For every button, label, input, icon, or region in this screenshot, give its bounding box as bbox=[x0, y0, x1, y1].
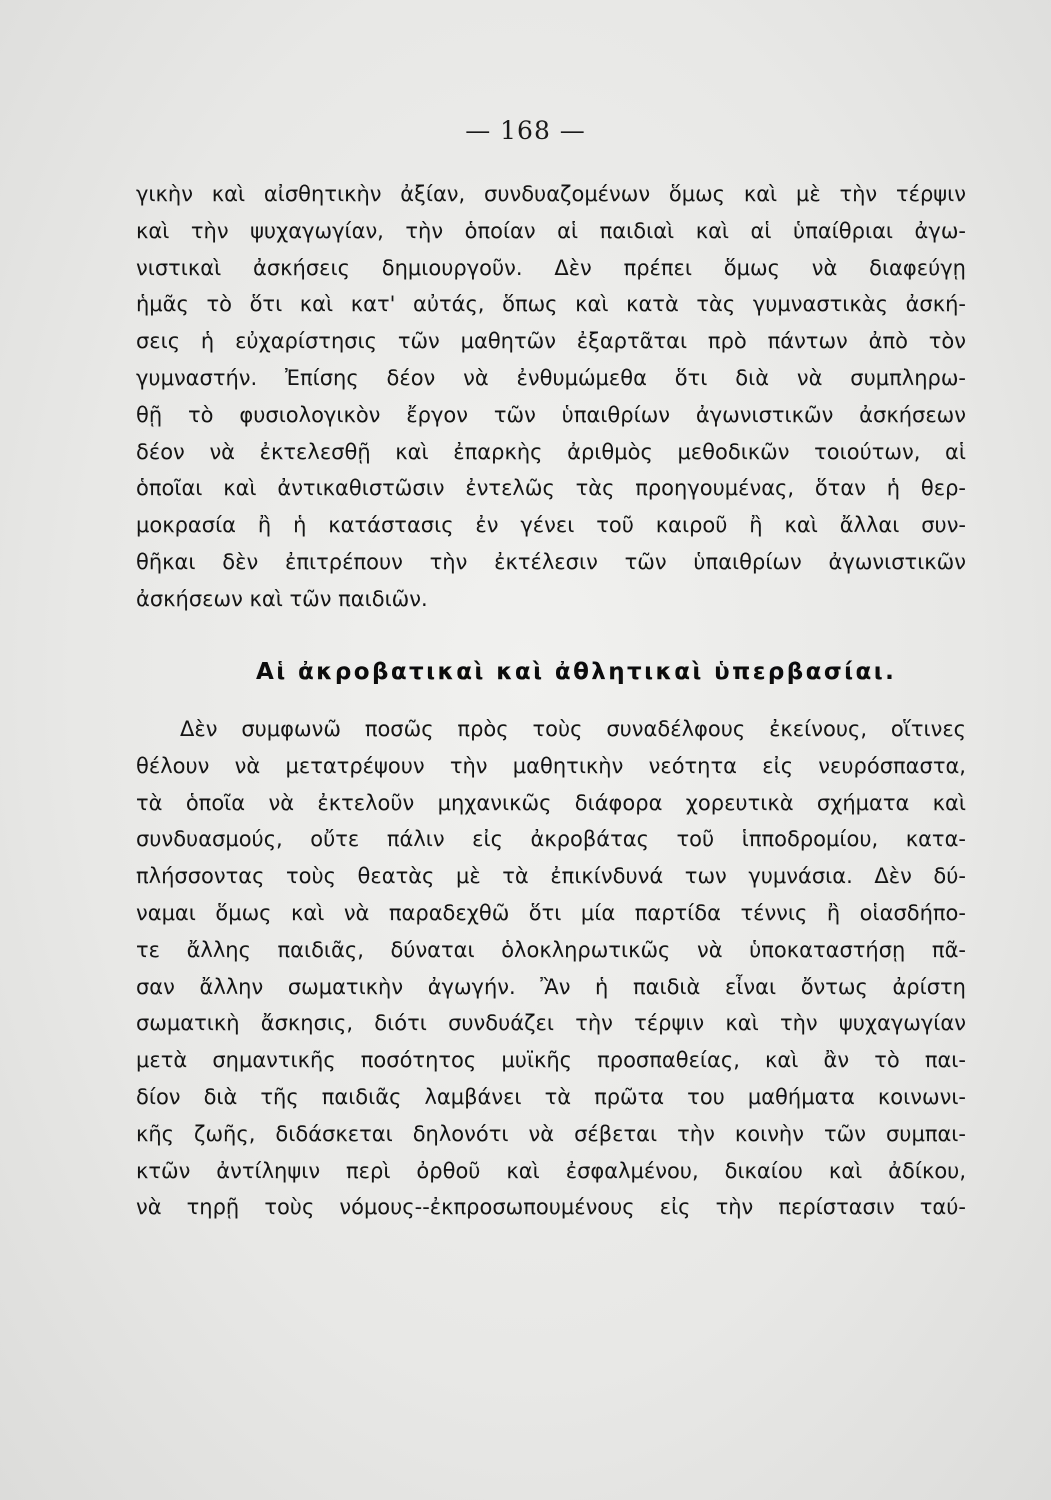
text-line: συνδυασμούς, οὔτε πάλιν εἰς ἀκροβάτας τοῦ ἱπποδρομίου, κατα- bbox=[136, 827, 966, 852]
text-line: τε ἄλλης παιδιᾶς, δύναται ὁλοκληρωτικῶς νὰ ὑποκαταστήσῃ πᾶ- bbox=[136, 937, 966, 962]
paragraph-2 bbox=[136, 711, 966, 1226]
text-line: τὰ ὁποῖα νὰ ἐκτελοῦν μηχανικῶς διάφορα χορευτικὰ σχήματα καὶ bbox=[136, 790, 966, 815]
text-line: ἀσκήσεων καὶ τῶν παιδιῶν. bbox=[136, 586, 428, 611]
text-line: νιστικαὶ ἀσκήσεις δημιουργοῦν. Δὲν πρέπει ὅμως νὰ διαφεύγῃ bbox=[136, 255, 966, 280]
text-line: σαν ἄλλην σωματικὴν ἀγωγήν. Ἂν ἡ παιδιὰ εἶναι ὄντως ἀρίστη bbox=[136, 974, 966, 999]
text-line: Δὲν συμφωνῶ ποσῶς πρὸς τοὺς συναδέλφους ἐκείνους, οἵτινες bbox=[180, 717, 966, 741]
text-line: μοκρασία ἢ ἡ κατάστασις ἐν γένει τοῦ καιροῦ ἢ καὶ ἄλλαι συν- bbox=[136, 513, 966, 538]
text-line: νὰ τηρῇ τοὺς νόμους--ἐκπροσωπουμένους εἰς τὴν περίστασιν ταύ- bbox=[136, 1195, 966, 1220]
text-line: καὶ τὴν ψυχαγωγίαν, τὴν ὁποίαν αἱ παιδιαὶ καὶ αἱ ὑπαίθριαι ἀγω- bbox=[136, 218, 966, 243]
text-line: ἡμᾶς τὸ ὅτι καὶ κατ' αὐτάς, ὅπως καὶ κατὰ τὰς γυμναστικὰς ἀσκή- bbox=[136, 292, 966, 317]
text-line: κτῶν ἀντίληψιν περὶ ὀρθοῦ καὶ ἐσφαλμένου, δικαίου καὶ ἀδίκου, bbox=[136, 1158, 966, 1183]
text-line: δίον διὰ τῆς παιδιᾶς λαμβάνει τὰ πρῶτα του μαθήματα κοινωνι- bbox=[136, 1084, 966, 1109]
text-line: θέλουν νὰ μετατρέψουν τὴν μαθητικὴν νεότητα εἰς νευρόσπαστα, bbox=[136, 753, 966, 778]
text-line: γυμναστήν. Ἐπίσης δέον νὰ ἐνθυμώμεθα ὅτι διὰ νὰ συμπληρω- bbox=[136, 365, 966, 390]
text-line: σωματικὴ ἄσκησις, διότι συνδυάζει τὴν τέρψιν καὶ τὴν ψυχαγωγίαν bbox=[136, 1011, 966, 1036]
text-line: γικὴν καὶ αἰσθητικὴν ἀξίαν, συνδυαζομένων ὅμως καὶ μὲ τὴν τέρψιν bbox=[136, 182, 966, 206]
text-line: θῆκαι δὲν ἐπιτρέπουν τὴν ἐκτέλεσιν τῶν ὑπαιθρίων ἀγωνιστικῶν bbox=[136, 549, 966, 574]
text-line: ὁποῖαι καὶ ἀντικαθιστῶσιν ἐντελῶς τὰς προηγουμένας, ὅταν ἡ θερ- bbox=[136, 476, 966, 501]
paragraph-1 bbox=[136, 176, 966, 618]
text-line: θῇ τὸ φυσιολογικὸν ἔργον τῶν ὑπαιθρίων ἀγωνιστικῶν ἀσκήσεων bbox=[136, 402, 966, 427]
text-line: κῆς ζωῆς, διδάσκεται δηλονότι νὰ σέβεται τὴν κοινὴν τῶν συμπαι- bbox=[136, 1121, 966, 1146]
text-line: δέον νὰ ἐκτελεσθῇ καὶ ἐπαρκὴς ἀριθμὸς μεθοδικῶν τοιούτων, αἱ bbox=[136, 439, 966, 464]
text-line: σεις ἡ εὐχαρίστησις τῶν μαθητῶν ἐξαρτᾶται πρὸ πάντων ἀπὸ τὸν bbox=[136, 329, 966, 354]
section-heading: Αἱ ἀκροβατικαὶ καὶ ἀθλητικαὶ ὑπερβασίαι. bbox=[256, 659, 897, 685]
text-line: πλήσσοντας τοὺς θεατὰς μὲ τὰ ἐπικίνδυνά των γυμνάσια. Δὲν δύ- bbox=[136, 864, 966, 889]
text-line: μετὰ σημαντικῆς ποσότητος μυϊκῆς προσπαθείας, καὶ ἂν τὸ παι- bbox=[136, 1048, 966, 1073]
page-number: — 168 — bbox=[465, 116, 586, 145]
text-line: ναμαι ὅμως καὶ νὰ παραδεχθῶ ὅτι μία παρτίδα τέννις ἢ οἱασδήπο- bbox=[136, 900, 966, 925]
